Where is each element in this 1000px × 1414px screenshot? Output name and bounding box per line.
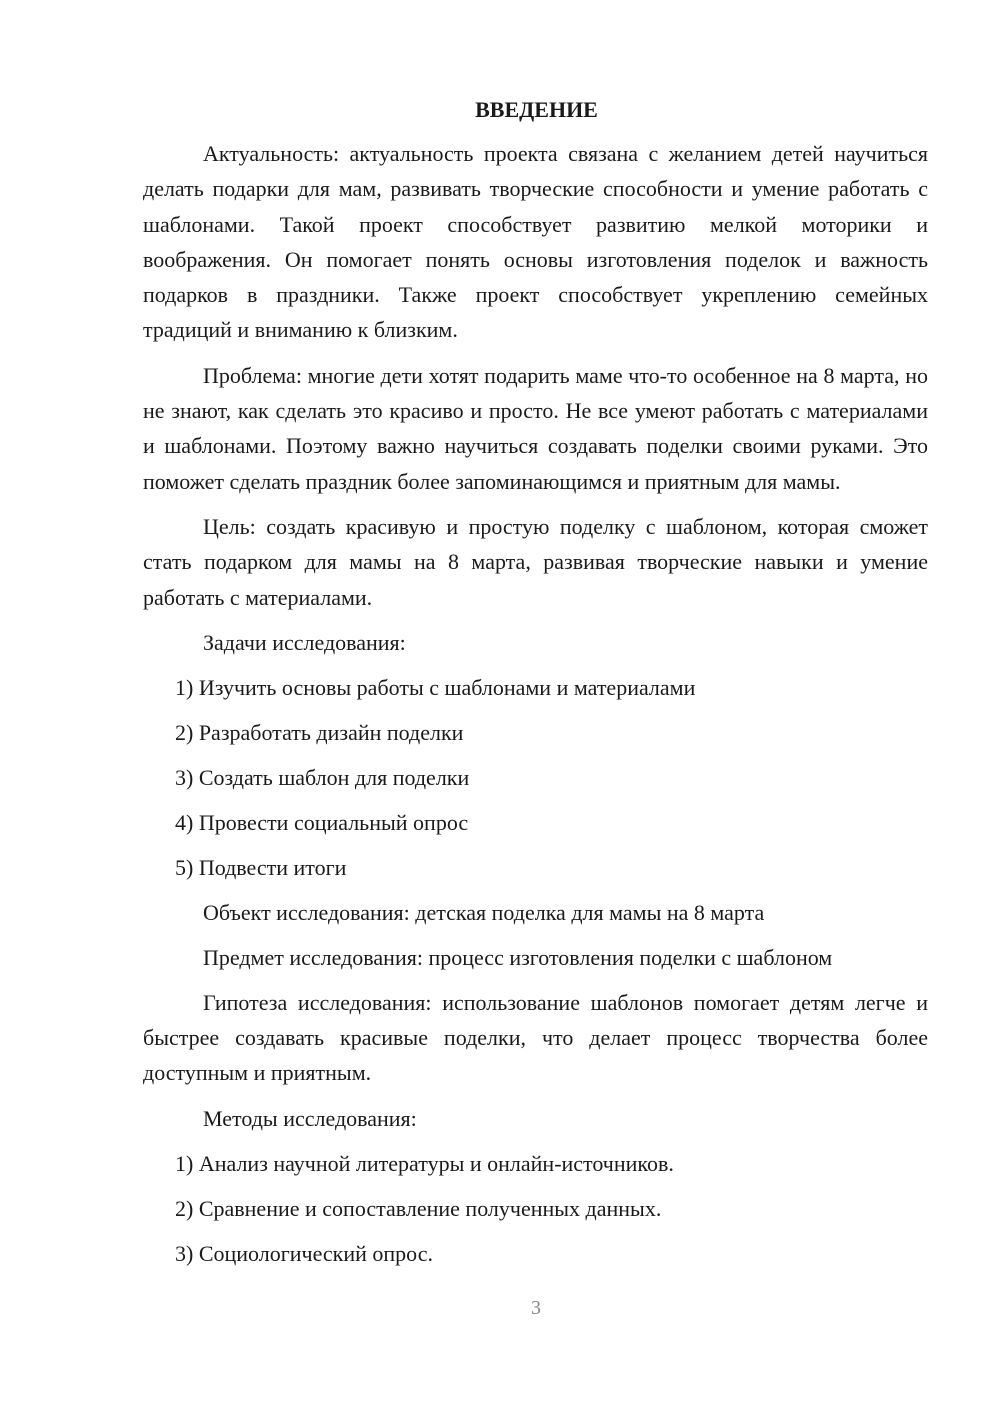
task-item-1: 1) Изучить основы работы с шаблонами и материалами bbox=[175, 674, 696, 700]
method-item-3: 3) Социологический опрос. bbox=[175, 1240, 433, 1266]
research-object: Объект исследования: детская поделка для мамы на 8 марта bbox=[203, 899, 765, 925]
task-item-4: 4) Провести социальный опрос bbox=[175, 809, 469, 835]
page-number: 3 bbox=[531, 1297, 541, 1319]
page-content bbox=[143, 96, 928, 1281]
task-item-2: 2) Разработать дизайн поделки bbox=[175, 719, 464, 745]
task-item-3: 3) Создать шаблон для поделки bbox=[175, 764, 470, 790]
task-item-5: 5) Подвести итоги bbox=[175, 854, 347, 880]
method-item-2: 2) Сравнение и сопоставление полученных данных. bbox=[175, 1195, 662, 1221]
method-item-1: 1) Анализ научной литературы и онлайн-источников. bbox=[175, 1150, 674, 1176]
methods-heading: Методы исследования: bbox=[203, 1105, 417, 1131]
section-title: ВВЕДЕНИЕ bbox=[475, 97, 598, 122]
hypothesis-paragraph: Гипотеза исследования: использование шаблонов помогает детям легче и быстрее создавать красивые поделки, что делает процесс творчества более доступным и приятным. bbox=[143, 989, 928, 1086]
tasks-heading: Задачи исследования: bbox=[203, 629, 406, 655]
goal-paragraph: Цель: создать красивую и простую поделку с шаблоном, которая сможет стать подарком для мамы на 8 марта, развивая творческие навыки и умение работать с материалами. bbox=[143, 513, 928, 610]
research-subject: Предмет исследования: процесс изготовления поделки с шаблоном bbox=[203, 944, 833, 970]
problem-paragraph: Проблема: многие дети хотят подарить маме что-то особенное на 8 марта, но не знают, как сделать это красиво и просто. Не все умеют работать с материалами и шаблонами. Поэтому важно научиться создавать поделки своими руками. Это поможет сделать праздник более запоминающимся и приятным для мамы. bbox=[143, 362, 928, 494]
relevance-paragraph: Актуальность: актуальность проекта связана с желанием детей научиться делать подарки для мам, развивать творческие способности и умение работать с шаблонами. Такой проект способствует развитию мелкой моторики и воображения. Он помогает понять основы изготовления поделок и важность подарков в праздники. Также проект способствует укреплению семейных традиций и вниманию к близким. bbox=[143, 141, 928, 343]
